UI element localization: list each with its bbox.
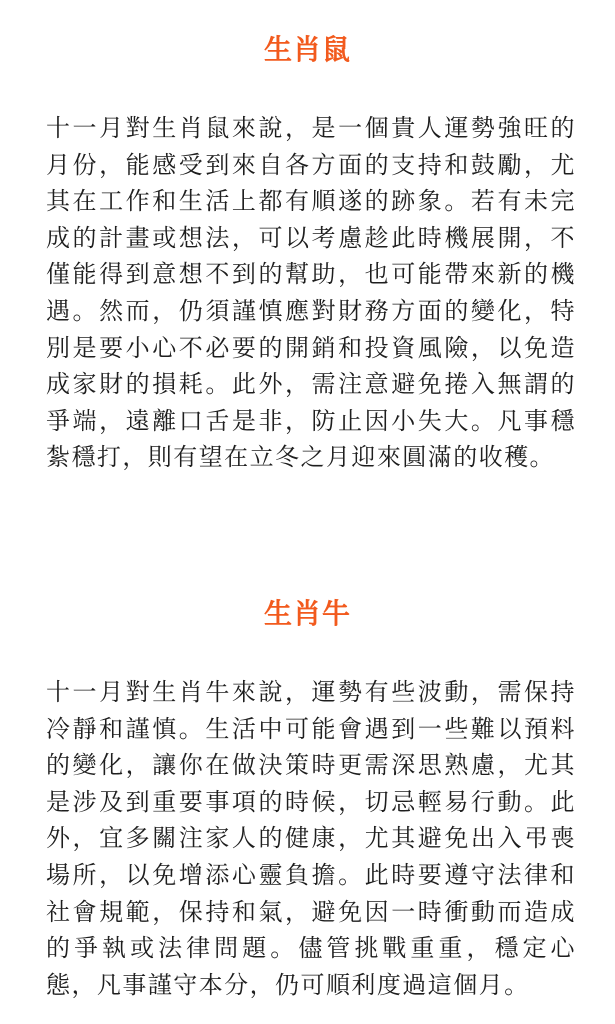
section-body-ox: 十一月對生肖牛來說，運勢有些波動，需保持冷靜和謹慎。生活中可能會遇到一些難以預料的變化，讓你在做決策時更需深思熟慮，尤其是涉及到重要事項的時候，切忌輕易行動。此外，宜多關注家人的健康，尤其避免出入弔喪場所，以免增添心靈負擔。此時要遵守法律和社會規範，保持和氣，避免因一時衝動而造成的爭執或法律問題。儘管挑戰重重，穩定心態，凡事謹守本分，仍可順利度過這個月。: [46, 678, 576, 999]
section-title-ox: 生肖牛: [263, 597, 351, 630]
section-title-rat: 生肖鼠: [263, 33, 351, 66]
section-body-rat: 十一月對生肖鼠來說，是一個貴人運勢強旺的月份，能感受到來自各方面的支持和鼓勵，尤其在工作和生活上都有順遂的跡象。若有未完成的計畫或想法，可以考慮趁此時機展開，不僅能得到意想不到的幫助，也可能帶來新的機遇。然而，仍須謹慎應對財務方面的變化，特別是要小心不必要的開銷和投資風險，以免造成家財的損耗。此外，需注意避免捲入無謂的爭端，遠離口舌是非，防止因小失大。凡事穩紮穩打，則有望在立冬之月迎來圓滿的收穫。: [46, 114, 576, 472]
